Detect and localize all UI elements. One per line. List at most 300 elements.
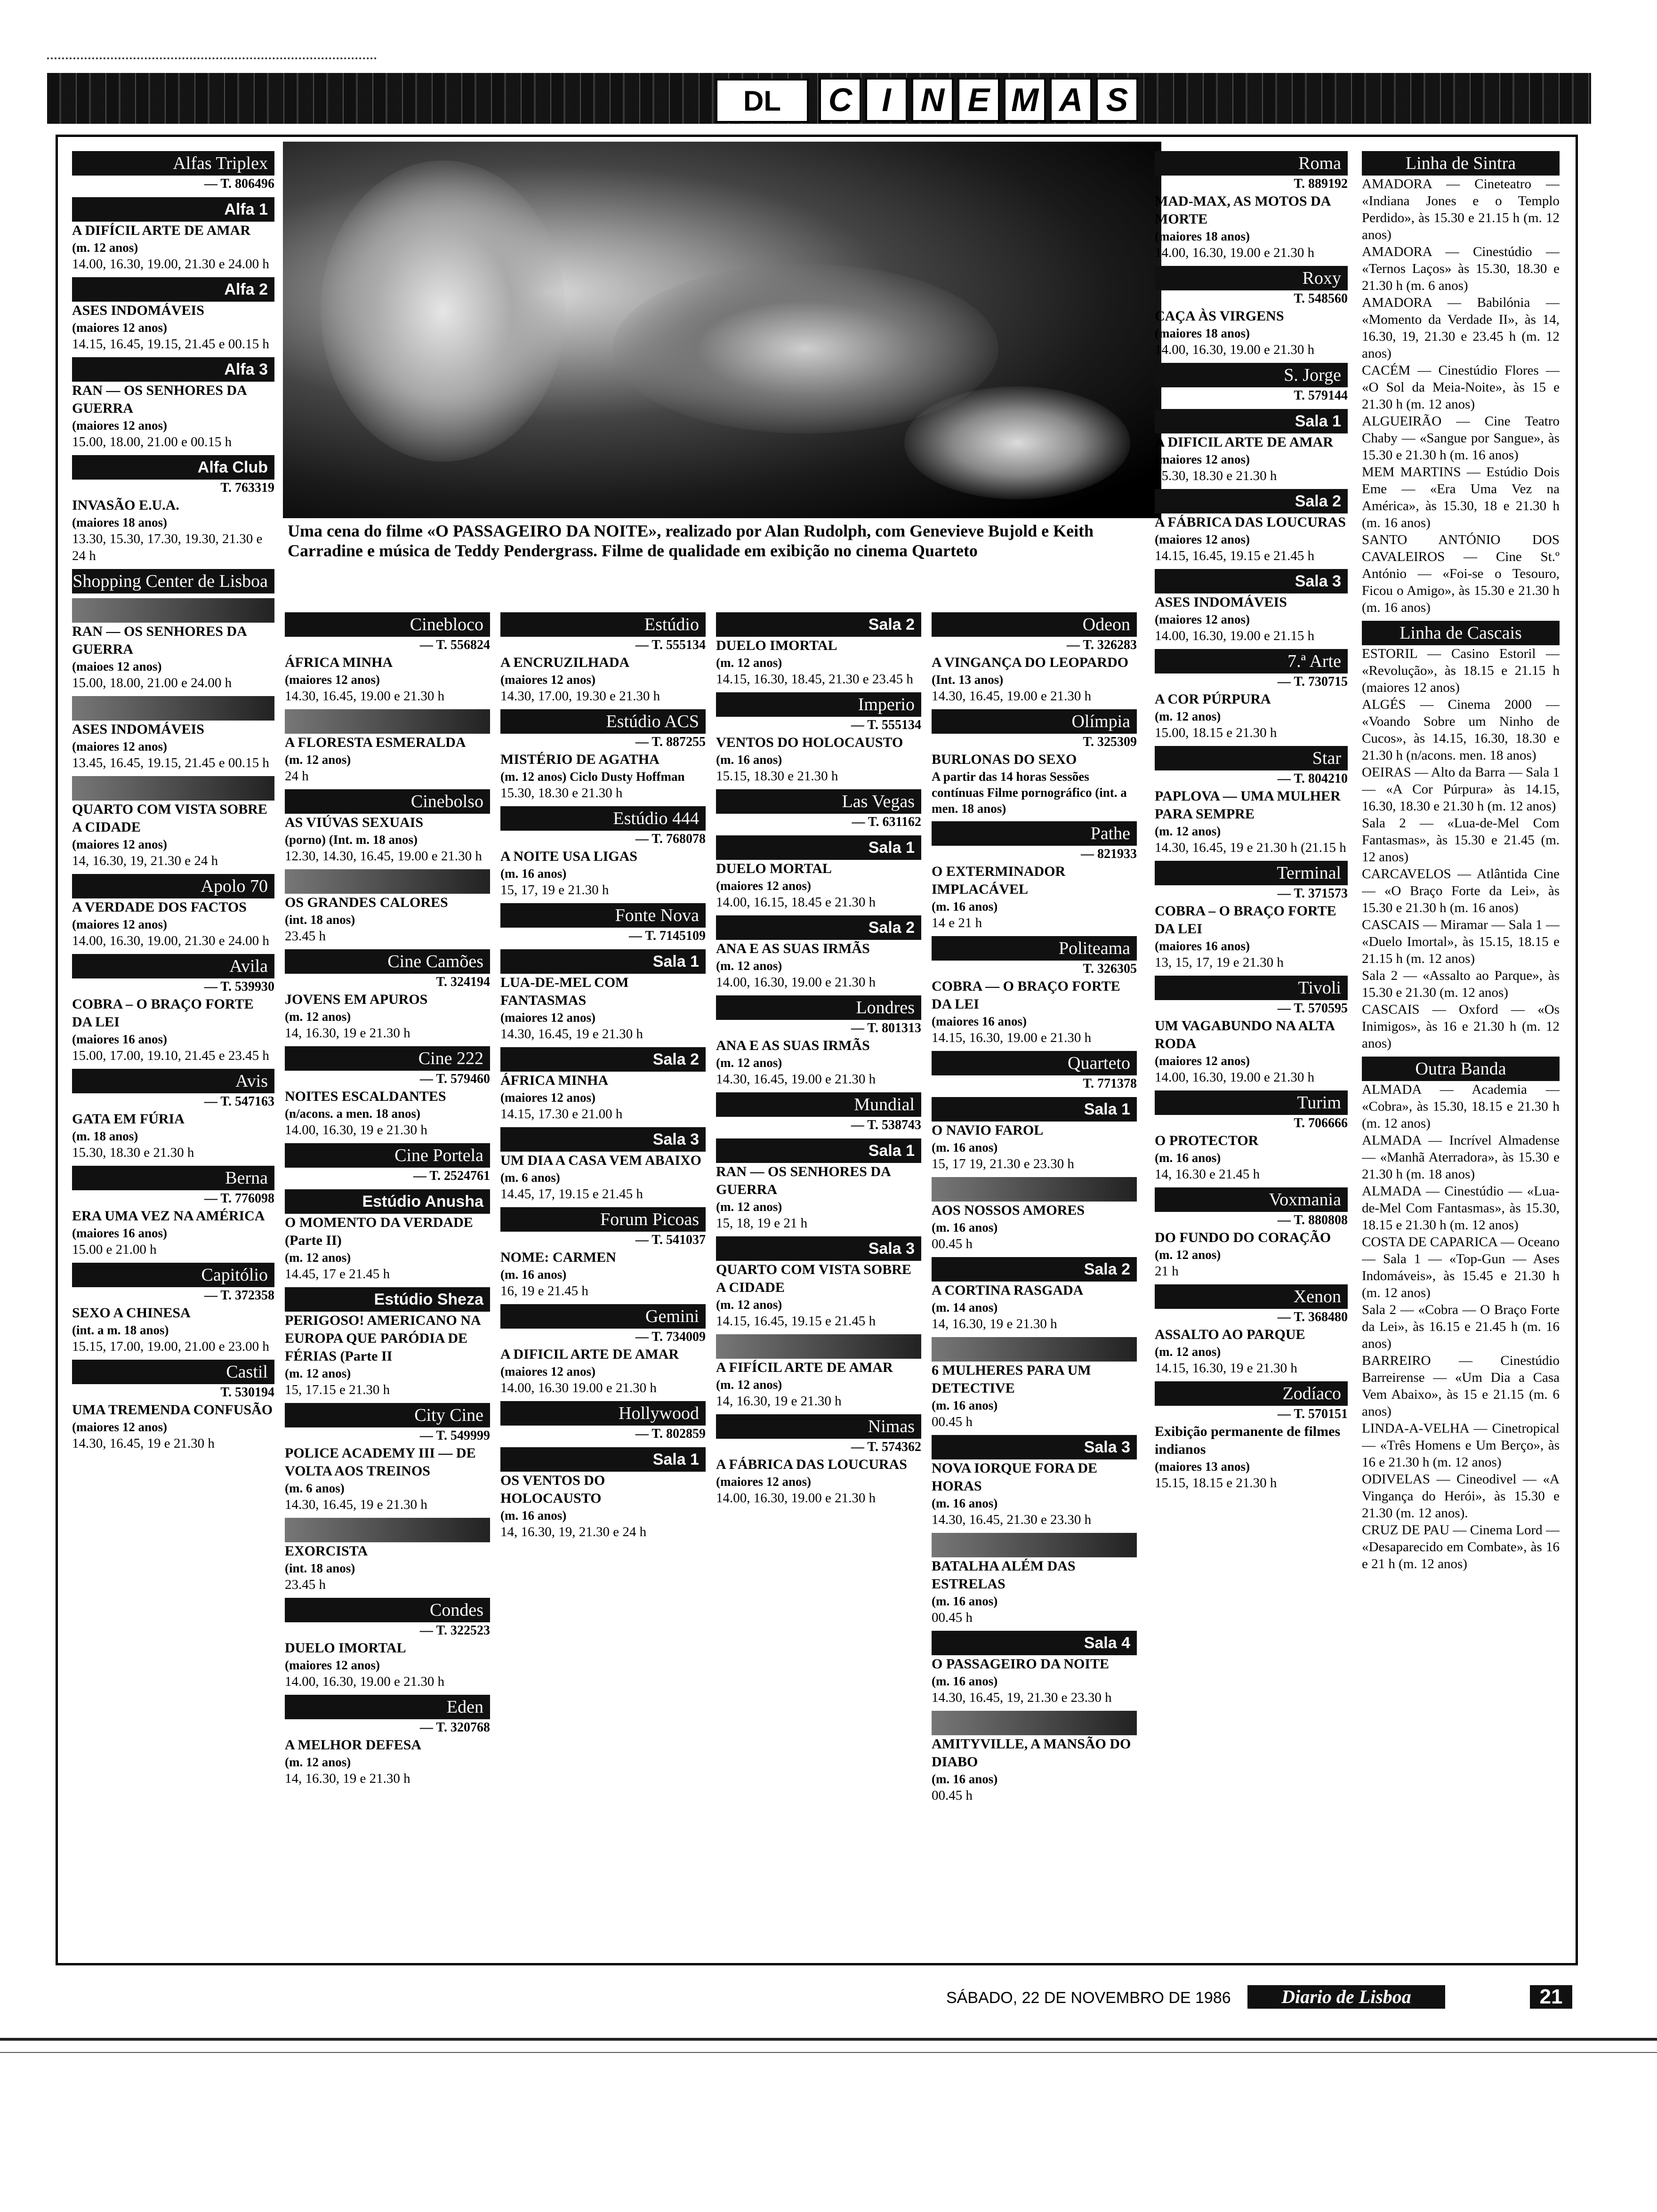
showtimes: 15, 17, 19 e 21.30 h	[500, 882, 609, 898]
age-rating: (maiores 12 anos)	[716, 879, 811, 893]
phone-number: — 821933	[1081, 847, 1137, 861]
phone-number: — T. 768078	[635, 832, 706, 846]
cinema-header: Politeama	[932, 936, 1137, 961]
age-rating: (m. 12 anos)	[716, 1378, 782, 1392]
showtimes: 14, 16.30, 19, 21.30 e 24 h	[500, 1524, 647, 1539]
regional-listing: ESTORIL — Casino Estoril — «Revolução», às 18.15 e 21.15 h (maiores 12 anos)	[1362, 646, 1560, 695]
regional-listing: ODIVELAS — Cineodivel — «A Vingança do Herói», às 15.30 e 21.30 (m. 12 anos).	[1362, 1472, 1560, 1521]
showtimes: 13.45, 16.45, 19.15, 21.45 e 00.15 h	[72, 755, 269, 770]
film-title: UMA TREMENDA CONFUSÃO	[72, 1402, 273, 1418]
film-title: AOS NOSSOS AMORES	[932, 1202, 1085, 1218]
cinema-header: Zodíaco	[1155, 1381, 1348, 1406]
showtimes: 12.30, 14.30, 16.45, 19.00 e 21.30 h	[285, 849, 482, 864]
cinema-header: Sala 3	[716, 1236, 921, 1261]
dl-logo: DL	[716, 79, 809, 123]
showtimes: 15, 17 19, 21.30 e 23.30 h	[932, 1156, 1074, 1171]
age-rating: (m. 12 anos)	[716, 1200, 782, 1214]
age-rating: (maiores 18 anos)	[1155, 229, 1250, 243]
cinema-header: Estúdio Anusha	[285, 1189, 490, 1214]
film-title: ÁFRICA MINHA	[500, 1073, 609, 1088]
cinema-header	[72, 598, 274, 623]
showtimes: 24 h	[285, 769, 309, 784]
film-title: A FIFÍCIL ARTE DE AMAR	[716, 1360, 893, 1375]
cinema-header: Fonte Nova	[500, 903, 706, 928]
header-dotted-rule	[47, 51, 377, 59]
age-rating: (m. 16 anos)	[500, 1267, 567, 1282]
column-6	[1155, 146, 1348, 1954]
showtimes: 14.00, 16.30, 19.00 e 21.30 h	[1155, 245, 1315, 260]
cinema-header: Cine 222	[285, 1046, 490, 1071]
section-title-letter: S	[1096, 78, 1138, 122]
phone-number: — T. 555134	[635, 638, 706, 652]
showtimes: 00.45 h	[932, 1236, 973, 1251]
phone-number: T. 706666	[1294, 1116, 1348, 1130]
cinema-header: Xenon	[1155, 1284, 1348, 1309]
age-rating: (m. 16 anos)	[932, 1220, 998, 1234]
film-title: SEXO A CHINESA	[72, 1305, 191, 1321]
film-title: A DIFICIL ARTE DE AMAR	[1155, 434, 1334, 450]
phone-number: T. 763319	[220, 481, 274, 495]
phone-number: — T. 801313	[851, 1021, 921, 1035]
cinema-header	[932, 1711, 1137, 1735]
film-title: COBRA – O BRAÇO FORTE DA LEI	[72, 996, 254, 1030]
section-title-letter: I	[865, 78, 908, 122]
cinema-header	[285, 1518, 490, 1542]
age-rating: (m. 6 anos)	[285, 1481, 345, 1495]
phone-number: — T. 806496	[204, 176, 274, 191]
column-5	[932, 608, 1137, 1954]
film-title: OS GRANDES CALORES	[285, 895, 448, 910]
cinema-header: Turim	[1155, 1090, 1348, 1115]
film-title: NOITES ESCALDANTES	[285, 1089, 446, 1104]
film-title: BURLONAS DO SEXO	[932, 752, 1077, 767]
cinema-header: Sala 2	[716, 915, 921, 940]
film-title: RAN — OS SENHORES DA GUERRA	[716, 1164, 891, 1197]
showtimes: 14 e 21 h	[932, 915, 982, 930]
cinema-header: Sala 3	[1155, 569, 1348, 593]
regional-listing: OEIRAS — Alto da Barra — Sala 1 — «A Cor Púrpura» às 14.15, 16.30, 18.30 e 21.30 h (m. 12 anos)	[1362, 765, 1560, 814]
showtimes: 14.30, 16.45, 19 e 21.30 h (21.15 h	[1155, 840, 1346, 855]
phone-number: — T. 570595	[1277, 1001, 1348, 1016]
film-title: A FÁBRICA DAS LOUCURAS	[716, 1457, 907, 1472]
cinema-header: Londres	[716, 995, 921, 1020]
film-title: A MELHOR DEFESA	[285, 1737, 422, 1753]
phone-number: T. 325309	[1083, 735, 1137, 749]
regional-listing: BARREIRO — Cinestúdio Barreirense — «Um Dia a Casa Vem Abaixo», às 15 e 21.15 (m. 6 anos)	[1362, 1353, 1560, 1419]
film-title: A NOITE USA LIGAS	[500, 849, 637, 864]
cinema-header: Estúdio Sheza	[285, 1287, 490, 1312]
section-title	[819, 78, 1138, 122]
showtimes: 14.15, 16.30, 19 e 21.30 h	[1155, 1361, 1297, 1376]
showtimes: 14, 16.30, 19 e 21.30 h	[716, 1394, 842, 1409]
age-rating: (m. 12 anos)	[72, 240, 138, 255]
showtimes: 13, 15, 17, 19 e 21.30 h	[1155, 955, 1284, 970]
age-rating: (maiores 13 anos)	[1155, 1459, 1250, 1474]
cinema-header: Estúdio 444	[500, 806, 706, 831]
cinema-header	[72, 696, 274, 721]
showtimes: 14, 16.30, 19, 21.30 e 24 h	[72, 853, 218, 868]
regional-listing: ALMADA — Incrível Almadense — «Manhã Aterradora», às 15.30 e 21.30 h (m. 18 anos)	[1362, 1133, 1560, 1182]
film-title: POLICE ACADEMY III — DE VOLTA AOS TREINOS	[285, 1445, 476, 1479]
showtimes: 14.00, 16.15, 18.45 e 21.30 h	[716, 895, 876, 910]
cinema-header: Cinebloco	[285, 612, 490, 637]
phone-number: — T. 7145109	[628, 929, 706, 943]
showtimes: 14.30, 16.45, 19, 21.30 e 23.30 h	[932, 1690, 1112, 1705]
phone-number: — T. 556824	[419, 638, 490, 652]
age-rating: (m. 12 anos)	[285, 753, 351, 767]
showtimes: 14.00, 16.30, 19.00, 21.30 e 24.00 h	[72, 256, 269, 272]
age-rating: (m. 16 anos)	[932, 899, 998, 914]
film-title: O MOMENTO DA VERDADE (Parte II)	[285, 1215, 473, 1248]
film-title: QUARTO COM VISTA SOBRE A CIDADE	[716, 1262, 911, 1295]
cinema-header	[285, 869, 490, 894]
cinema-header: S. Jorge	[1155, 363, 1348, 387]
section-title-letter: C	[819, 78, 861, 122]
regional-listing: LINDA-A-VELHA — Cinetropical — «Três Homens e Um Berço», às 16 e 21.30 h (m. 12 anos)	[1362, 1421, 1560, 1470]
cinema-header: Las Vegas	[716, 789, 921, 814]
phone-number: — T. 804210	[1277, 771, 1348, 786]
showtimes: 00.45 h	[932, 1414, 973, 1429]
showtimes: 14.15, 16.45, 19.15 e 21.45 h	[1155, 548, 1315, 563]
film-title: QUARTO COM VISTA SOBRE A CIDADE	[72, 801, 267, 835]
age-rating: (maioes 12 anos)	[72, 659, 162, 673]
showtimes: 15.15, 17.00, 19.00, 21.00 e 23.00 h	[72, 1339, 269, 1354]
showtimes: 14.15, 16.45, 19.15, 21.45 e 00.15 h	[72, 337, 269, 352]
age-rating: (m. 16 anos)	[932, 1398, 998, 1412]
age-rating: (maiores 12 anos)	[500, 1010, 595, 1025]
showtimes: 14.00, 16.30, 19.00 e 21.30 h	[716, 1491, 876, 1506]
phone-number: — T. 539930	[204, 979, 274, 994]
age-rating: (maiores 12 anos)	[72, 837, 167, 851]
cinema-header: Avila	[72, 954, 274, 978]
phone-number: — T. 776098	[204, 1191, 274, 1206]
showtimes: 16, 19 e 21.45 h	[500, 1283, 588, 1298]
phone-number: — T. 880808	[1277, 1213, 1348, 1227]
film-title: MISTÉRIO DE AGATHA	[500, 752, 660, 767]
cinema-header: Sala 2	[500, 1047, 706, 1072]
photo-highlight	[904, 386, 1130, 499]
cinema-header: Cine Portela	[285, 1143, 490, 1168]
film-title: ÁFRICA MINHA	[285, 655, 393, 670]
age-rating: (int. 18 anos)	[285, 1561, 355, 1575]
age-rating: A partir das 14 horas Sessões contínuas Filme pornográfico (int. a men. 18 anos)	[932, 769, 1127, 816]
cinema-header: Sala 3	[932, 1435, 1137, 1459]
cinema-header: Pathe	[932, 821, 1137, 846]
showtimes: 14.45, 17, 19.15 e 21.45 h	[500, 1186, 643, 1202]
showtimes: 21 h	[1155, 1264, 1179, 1279]
showtimes: 00.45 h	[932, 1788, 973, 1803]
film-title: DUELO MORTAL	[716, 861, 832, 876]
film-title: A FÁBRICA DAS LOUCURAS	[1155, 514, 1346, 530]
showtimes: 15.00, 18.00, 21.00 e 24.00 h	[72, 675, 232, 690]
cinema-header: Nimas	[716, 1414, 921, 1439]
age-rating: (m. 16 anos)	[932, 1772, 998, 1786]
phone-number: — T. 547163	[204, 1094, 274, 1109]
age-rating: (m. 12 anos)	[285, 1755, 351, 1769]
age-rating: (maiores 12 anos)	[285, 1658, 380, 1672]
showtimes: 14.00, 16.30, 19.00, 21.30 e 24.00 h	[72, 933, 269, 948]
column-4	[716, 608, 921, 1954]
cinema-header: Roxy	[1155, 266, 1348, 290]
film-title: BATALHA ALÉM DAS ESTRELAS	[932, 1558, 1076, 1592]
cinema-header: Quarteto	[932, 1051, 1137, 1075]
phone-number: — T. 372358	[204, 1288, 274, 1303]
cinema-header: Mundial	[716, 1092, 921, 1117]
phone-number: — T. 371573	[1277, 886, 1348, 901]
cinema-header: Cine Camões	[285, 949, 490, 974]
age-rating: (m. 12 anos)	[1155, 709, 1221, 723]
section-title-letter: E	[957, 78, 1000, 122]
cinema-header: Sala 4	[932, 1631, 1137, 1655]
showtimes: 15.00, 17.00, 19.10, 21.45 e 23.45 h	[72, 1048, 269, 1063]
phone-number: — T. 734009	[635, 1330, 706, 1344]
age-rating: (m. 12 anos)	[1155, 1345, 1221, 1359]
film-title: AMITYVILLE, A MANSÃO DO DIABO	[932, 1736, 1131, 1770]
age-rating: (m. 12 anos)	[285, 1366, 351, 1380]
cinema-header: City Cine	[285, 1403, 490, 1427]
column-1	[72, 146, 274, 1954]
phone-number: — T. 322523	[419, 1623, 490, 1638]
phone-number: — T. 802859	[635, 1427, 706, 1441]
outra-banda-listings	[1362, 1081, 1560, 1572]
cinema-header: Capitólio	[72, 1263, 274, 1287]
film-title: MAD-MAX, AS MOTOS DA MORTE	[1155, 193, 1330, 227]
regional-listing: SANTO ANTÓNIO DOS CAVALEIROS — Cine St.º António — «Foi-se o Tesouro, Ficou o Amigo», às 15.30 e 21.30 h (m. 16 anos)	[1362, 532, 1560, 615]
age-rating: (maiores 18 anos)	[1155, 326, 1250, 340]
phone-number: T. 324194	[436, 975, 490, 989]
age-rating: (m. 16 anos)	[932, 1496, 998, 1510]
age-rating: (m. 12 anos)	[285, 1250, 351, 1265]
film-title: A ENCRUZILHADA	[500, 655, 630, 670]
showtimes: 14.15, 16.30, 19.00 e 21.30 h	[932, 1030, 1092, 1045]
showtimes: 14.15, 16.30, 18.45, 21.30 e 23.45 h	[716, 672, 913, 687]
age-rating: (m. 12 anos)	[716, 959, 782, 973]
cinema-header: Sala 1	[932, 1097, 1137, 1122]
cinema-header: Shopping Center de Lisboa	[72, 569, 274, 593]
cinema-header: Berna	[72, 1166, 274, 1190]
age-rating: (maiores 12 anos)	[72, 321, 167, 335]
showtimes: 15.30, 18.30 e 21.30 h	[500, 785, 623, 801]
cinema-header	[285, 709, 490, 734]
showtimes: 14.30, 17.00, 19.30 e 21.30 h	[500, 689, 660, 704]
age-rating: (maiores 16 anos)	[1155, 939, 1250, 953]
showtimes: 15.00, 18.15 e 21.30 h	[1155, 725, 1277, 740]
age-rating: (maiores 16 anos)	[932, 1014, 1027, 1028]
phone-number: — T. 320768	[419, 1720, 490, 1735]
showtimes: 15, 17.15 e 21.30 h	[285, 1382, 390, 1397]
age-rating: (m. 14 anos)	[932, 1300, 998, 1314]
cinema-header: 7.ª Arte	[1155, 649, 1348, 673]
showtimes: 14.30, 16.45, 19 e 21.30 h	[72, 1436, 215, 1451]
film-title: ANA E AS SUAS IRMÃS	[716, 1038, 870, 1053]
regional-listing: COSTA DE CAPARICA — Oceano — Sala 1 — «Top-Gun — Ases Indomáveis», às 15.45 e 21.30 h (m. 12 anos)	[1362, 1234, 1560, 1300]
regional-listing: CACÉM — Cinestúdio Flores — «O Sol da Meia-Noite», às 15 e 21.30 h (m. 12 anos)	[1362, 363, 1560, 412]
phone-number: — T. 579460	[419, 1072, 490, 1086]
phone-number: — T. 570151	[1277, 1407, 1348, 1421]
age-rating: (m. 16 anos)	[500, 866, 567, 881]
cinema-header: Sala 1	[500, 1447, 706, 1472]
cinema-header: Sala 1	[1155, 409, 1348, 433]
showtimes: 00.45 h	[932, 1610, 973, 1625]
age-rating: (m. 12 anos)	[716, 656, 782, 670]
film-title: COBRA – O BRAÇO FORTE DA LEI	[1155, 903, 1336, 937]
cinema-header: Apolo 70	[72, 874, 274, 898]
film-title: ASES INDOMÁVEIS	[72, 721, 204, 737]
showtimes: 14.00, 16.30, 19.00 e 21.30 h	[1155, 1070, 1315, 1085]
showtimes: 14.45, 17 e 21.45 h	[285, 1266, 390, 1282]
age-rating: (maiores 12 anos)	[1155, 612, 1250, 626]
showtimes: 14, 16.30, 19 e 21.30 h	[285, 1771, 410, 1786]
cinema-header: Alfa 3	[72, 357, 274, 382]
film-title: ASES INDOMÁVEIS	[72, 303, 204, 318]
cinema-header: Castil	[72, 1360, 274, 1384]
showtimes: 14.00, 16.30, 19 e 21.30 h	[285, 1122, 427, 1138]
phone-number: — T. 538743	[851, 1118, 921, 1132]
cinema-header: Sala 1	[716, 835, 921, 860]
cinema-header: Roma	[1155, 151, 1348, 176]
showtimes: 14.00, 16.30, 19.00 e 21.30 h	[285, 1674, 445, 1689]
film-title: A FLORESTA ESMERALDA	[285, 735, 466, 750]
cinema-header: Forum Picoas	[500, 1207, 706, 1232]
showtimes: 13.30, 15.30, 17.30, 19.30, 21.30 e 24 h	[72, 531, 263, 563]
age-rating: (m. 16 anos)	[932, 1594, 998, 1608]
regional-listing: Sala 2 — «Lua-de-Mel Com Fantasmas», às 15.30 e 21.45 (m. 12 anos)	[1362, 816, 1560, 865]
age-rating: (maiores 18 anos)	[72, 515, 167, 529]
age-rating: (maiores 12 anos)	[500, 1090, 595, 1105]
regional-listing: Sala 2 — «Assalto ao Parque», às 15.30 e 21.30 (m. 12 anos)	[1362, 968, 1560, 1000]
film-title: O NAVIO FAROL	[932, 1122, 1044, 1138]
age-rating: (maiores 16 anos)	[72, 1226, 167, 1240]
age-rating: (Int. 13 anos)	[932, 673, 1004, 687]
cinema-header: Alfa Club	[72, 455, 274, 480]
phone-number: — T. 541037	[635, 1233, 706, 1247]
film-title: VENTOS DO HOLOCAUSTO	[716, 735, 903, 750]
showtimes: 15.30, 18.30 e 21.30 h	[72, 1145, 194, 1160]
sintra-listings	[1362, 176, 1560, 616]
cinema-header: Hollywood	[500, 1401, 706, 1426]
cascais-listings	[1362, 645, 1560, 1052]
phone-number: — T. 555134	[851, 718, 921, 732]
age-rating: (m. 12 anos)	[285, 1010, 351, 1024]
film-title: EXORCISTA	[285, 1543, 368, 1559]
showtimes: 14, 16.30, 19 e 21.30 h	[285, 1026, 410, 1041]
column-3	[500, 608, 706, 1954]
phone-number: T. 579144	[1294, 388, 1348, 403]
regional-listing: AMADORA — Cinestúdio — «Ternos Laços» às 15.30, 18.30 e 21.30 h (m. 6 anos)	[1362, 244, 1560, 293]
showtimes: 23.45 h	[285, 929, 326, 944]
regional-listing: ALMADA — Cinestúdio — «Lua-de-Mel Com Fantasmas», às 15.30, 18.15 e 21.30 h (m. 12 anos)	[1362, 1184, 1560, 1233]
phone-number: T. 889192	[1294, 176, 1348, 191]
showtimes: 15.30, 18.30 e 21.30 h	[1155, 468, 1277, 483]
film-title: PAPLOVA — UMA MULHER PARA SEMPRE	[1155, 788, 1341, 822]
age-rating: (m. 12 anos)	[1155, 1248, 1221, 1262]
film-title: RAN — OS SENHORES DA GUERRA	[72, 383, 247, 416]
film-title: AS VIÚVAS SEXUAIS	[285, 815, 424, 830]
line-sintra-header: Linha de Sintra	[1362, 151, 1560, 176]
film-title: UM DIA A CASA VEM ABAIXO	[500, 1153, 702, 1168]
section-title-letter: N	[911, 78, 954, 122]
showtimes: 14.30, 16.45, 21.30 e 23.30 h	[932, 1512, 1092, 1527]
showtimes: 14.00, 16.30, 19.00 e 21.30 h	[1155, 342, 1315, 357]
age-rating: (int. 18 anos)	[285, 913, 355, 927]
age-rating: (m. 12 anos)	[716, 1056, 782, 1070]
cinema-header: Estúdio	[500, 612, 706, 637]
cinema-header: Sala 3	[500, 1127, 706, 1152]
cinema-header	[72, 776, 274, 801]
phone-number: T. 530194	[220, 1385, 274, 1400]
film-title: 6 MULHERES PARA UM DETECTIVE	[932, 1362, 1091, 1396]
age-rating: (maiores 12 anos)	[1155, 532, 1250, 546]
film-title: LUA-DE-MEL COM FANTASMAS	[500, 975, 629, 1008]
showtimes: 15.00, 18.00, 21.00 e 00.15 h	[72, 434, 232, 449]
age-rating: (m. 12 anos)	[716, 1298, 782, 1312]
cinema-header: Alfas Triplex	[72, 151, 274, 176]
showtimes: 14.30, 16.45, 19.00 e 21.30 h	[932, 689, 1092, 704]
showtimes: 14.30, 16.45, 19 e 21.30 h	[285, 1497, 427, 1512]
cinema-header: Voxmania	[1155, 1187, 1348, 1212]
showtimes: 14.00, 16.30, 19.00 e 21.30 h	[716, 975, 876, 990]
cinema-header: Sala 2	[716, 612, 921, 637]
showtimes: 23.45 h	[285, 1577, 326, 1592]
phone-number: — T. 549999	[419, 1428, 490, 1443]
phone-number: T. 326305	[1083, 962, 1137, 976]
age-rating: (maiores 12 anos)	[72, 917, 167, 931]
showtimes: 15, 18, 19 e 21 h	[716, 1216, 808, 1231]
regional-listing: MEM MARTINS — Estúdio Dois Eme — «Era Uma Vez na América», às 15.30, 18 e 21.30 h (m. 16 anos)	[1362, 465, 1560, 530]
cinema-header: Tivoli	[1155, 976, 1348, 1000]
cinema-header	[932, 1337, 1137, 1362]
film-title: A VINGANÇA DO LEOPARDO	[932, 655, 1129, 670]
age-rating: (m. 12 anos) Ciclo Dusty Hoffman	[500, 769, 685, 784]
cinema-header: Alfa 2	[72, 277, 274, 302]
showtimes: 15.00 e 21.00 h	[72, 1242, 157, 1257]
cinema-header	[932, 1177, 1137, 1202]
footer-date: SÁBADO, 22 DE NOVEMBRO DE 1986	[946, 1989, 1231, 2007]
phone-number: — T. 730715	[1277, 674, 1348, 689]
phone-number: — T. 368480	[1277, 1310, 1348, 1324]
age-rating: (maiores 12 anos)	[716, 1475, 811, 1489]
cinema-header: Olímpia	[932, 709, 1137, 734]
regional-listing: Sala 2 — «Cobra — O Braço Forte da Lei», às 16.15 e 21.45 h (m. 16 anos)	[1362, 1302, 1560, 1351]
showtimes: 14.15, 16.45, 19.15 e 21.45 h	[716, 1314, 876, 1329]
showtimes: 14.30, 16.45, 19.00 e 21.30 h	[285, 689, 445, 704]
film-still-photo	[283, 142, 1161, 518]
newspaper-logo: Diario de Lisboa	[1247, 1985, 1445, 2009]
cinema-header: Eden	[285, 1695, 490, 1719]
film-title: GATA EM FÚRIA	[72, 1111, 185, 1127]
photo-highlight	[321, 160, 565, 462]
phone-number: T. 771378	[1083, 1076, 1137, 1091]
age-rating: (m. 16 anos)	[716, 753, 782, 767]
film-title: DUELO IMORTAL	[285, 1640, 406, 1656]
regional-listing: ALGUEIRÃO — Cine Teatro Chaby — «Sangue por Sangue», às 15.30 e 21.30 h (m. 16 anos)	[1362, 414, 1560, 463]
age-rating: (m. 16 anos)	[932, 1140, 998, 1154]
film-title: O PASSAGEIRO DA NOITE	[932, 1656, 1110, 1672]
section-banner	[47, 73, 1591, 124]
film-title: ANA E AS SUAS IRMÃS	[716, 941, 870, 956]
film-title: COBRA — O BRAÇO FORTE DA LEI	[932, 978, 1120, 1012]
cinema-header: Star	[1155, 746, 1348, 770]
cinema-header: Terminal	[1155, 861, 1348, 885]
age-rating: (m. 16 anos)	[932, 1674, 998, 1688]
age-rating: (maiores 12 anos)	[500, 1364, 595, 1378]
outra-banda-header: Outra Banda	[1362, 1057, 1560, 1081]
showtimes: 15.15, 18.30 e 21.30 h	[716, 769, 838, 784]
cinema-header: Imperio	[716, 692, 921, 717]
cinema-header: Gemini	[500, 1304, 706, 1329]
age-rating: (m. 12 anos)	[1155, 824, 1221, 838]
phone-number: — T. 326283	[1066, 638, 1137, 652]
